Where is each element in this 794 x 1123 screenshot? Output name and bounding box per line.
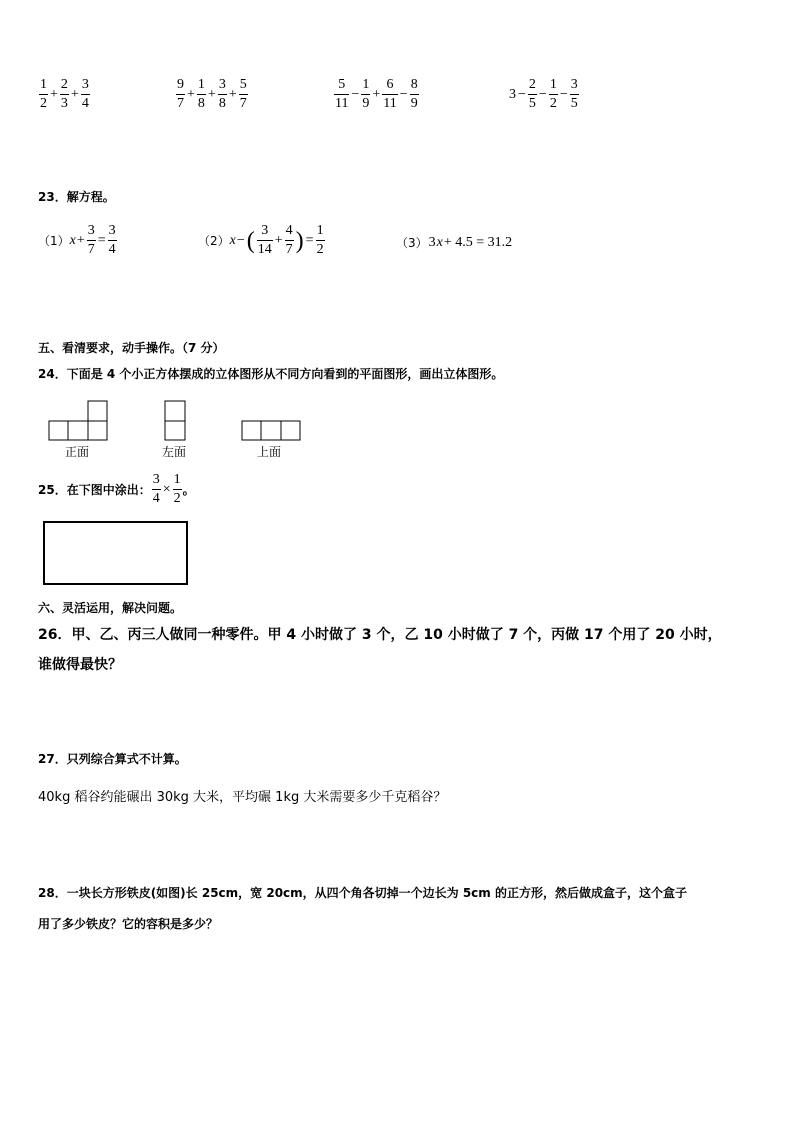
calc-operator: + <box>372 86 381 102</box>
calc-fraction <box>197 78 206 111</box>
fraction-numerator: 1 <box>197 77 205 92</box>
fraction-denominator: 11 <box>383 96 397 111</box>
fraction-numerator: 3 <box>81 77 89 92</box>
fraction-denominator: 2 <box>40 96 47 111</box>
calc-operator: + <box>207 86 216 102</box>
q25-frac-1: $\frac{3}{4}$ <box>152 472 160 506</box>
q25-frac-2: $\frac{1}{2}$ <box>173 472 181 506</box>
calc-operator: + <box>70 86 79 102</box>
calc-operator: − <box>559 86 568 102</box>
top-view-caption: 上面 <box>257 445 282 459</box>
calc-fraction <box>549 78 558 111</box>
fraction-denominator: 4 <box>81 96 89 111</box>
eq1-op: + <box>76 232 85 248</box>
eq1-frac-1: $\frac{3}{7}$ <box>87 223 95 257</box>
calc-fraction <box>570 78 579 111</box>
fraction-denominator: 5 <box>528 96 536 111</box>
q24-title: 24．下面是 4 个小正方体摆成的立体图形从不同方向看到的平面图形，画出立体图形。 <box>38 367 504 381</box>
q23-equation-2 <box>198 224 326 257</box>
fraction-numerator: 8 <box>410 77 418 92</box>
q25-times: × <box>162 481 171 497</box>
calc-fraction <box>410 78 419 111</box>
fraction-numerator: 5 <box>239 77 247 92</box>
fraction-numerator: 1 <box>549 77 557 92</box>
calc-fraction <box>39 78 48 111</box>
eq2-frac-1: $\frac{3}{14}$ <box>257 223 272 257</box>
eq2-lparen: ( <box>246 227 255 254</box>
fraction-denominator: 8 <box>197 96 205 111</box>
calc-operator: − <box>351 86 360 102</box>
calc-expr-1 <box>38 78 91 111</box>
q25-title <box>38 473 195 506</box>
calc-operator: + <box>50 86 58 102</box>
q26-line-2: 谁做得最快？ <box>38 657 122 673</box>
fraction-denominator: 8 <box>218 96 226 111</box>
q25-title-text: 25．在下图中涂出： <box>38 483 151 497</box>
calc-operator: + <box>187 86 195 102</box>
q23-title: 23．解方程。 <box>38 190 115 204</box>
fraction-numerator: 9 <box>177 77 184 92</box>
fraction-numerator: 2 <box>528 77 536 92</box>
eq1-frac-2: $\frac{3}{4}$ <box>108 223 116 257</box>
fraction-numerator: 1 <box>40 77 47 92</box>
calc-operator: + <box>228 86 237 102</box>
fraction-denominator: 7 <box>177 96 184 111</box>
calc-fraction <box>361 78 370 111</box>
fraction-denominator: 3 <box>60 96 68 111</box>
calc-operator: − <box>518 86 526 102</box>
calc-operator: 3 <box>509 86 516 102</box>
calc-fraction <box>176 78 185 111</box>
q25-end: 。 <box>182 483 195 497</box>
calc-expr-4 <box>508 78 580 111</box>
fraction-denominator: 9 <box>410 96 418 111</box>
fraction-denominator: 7 <box>239 96 247 111</box>
eq2-rparen: ) <box>295 227 304 254</box>
q28-line-2: 用了多少铁皮？它的容积是多少？ <box>38 917 219 931</box>
q23-equation-3 <box>396 234 513 251</box>
section-6-heading: 六、灵活运用，解决问题。 <box>38 601 183 615</box>
fraction-numerator: 1 <box>362 77 370 92</box>
eq2-frac-3: $\frac{1}{2}$ <box>316 223 324 257</box>
calc-fraction <box>239 78 248 111</box>
calc-expr-2 <box>175 78 249 111</box>
left-view-figure <box>164 400 188 442</box>
fraction-numerator: 5 <box>338 77 346 92</box>
calc-operator: − <box>399 86 408 102</box>
q25-shading-rectangle[interactable] <box>43 521 188 585</box>
calc-fraction <box>81 78 90 111</box>
calc-operator: − <box>538 86 547 102</box>
calc-fraction <box>382 78 397 111</box>
fraction-numerator: 3 <box>218 77 226 92</box>
q27-title: 27．只列综合算式不计算。 <box>38 752 187 766</box>
section-5-heading: 五、看清要求，动手操作。（7 分） <box>38 341 225 355</box>
eq3-var: x <box>436 234 443 250</box>
fraction-denominator: 2 <box>549 96 557 111</box>
eq2-label: （2） <box>198 234 230 248</box>
fraction-denominator: 5 <box>570 96 578 111</box>
eq1-var: x <box>69 232 76 248</box>
calc-expr-3 <box>333 78 420 111</box>
q23-equation-1 <box>38 224 118 257</box>
q27-body: 40kg 稻谷约能碾出 30kg 大米，平均碾 1kg 大米需要多少千克稻谷？ <box>38 790 447 805</box>
q26-line-1: 26．甲、乙、丙三人做同一种零件。甲 4 小时做了 3 个，乙 10 小时做了 7 个，丙做 17 个用了 20 小时， <box>38 627 722 643</box>
left-view-caption: 左面 <box>162 445 187 459</box>
top-view-figure <box>241 420 303 442</box>
fraction-numerator: 6 <box>386 77 394 92</box>
q28-line-1: 28．一块长方形铁皮(如图)长 25cm，宽 20cm，从四个角各切掉一个边长为 5cm 的正方形，然后做成盒子，这个盒子 <box>38 886 687 900</box>
front-view-caption: 正面 <box>65 445 90 459</box>
eq2-frac-2: $\frac{4}{7}$ <box>285 223 293 257</box>
eq2-equals: = <box>305 232 314 248</box>
fraction-denominator: 11 <box>335 96 349 111</box>
calc-fraction <box>528 78 537 111</box>
eq3-label: （3） <box>396 236 428 250</box>
calc-fraction <box>60 78 69 111</box>
front-view-figure <box>48 400 110 442</box>
calc-fraction <box>218 78 227 111</box>
eq2-op: − <box>236 232 245 248</box>
eq1-equals: = <box>97 232 106 248</box>
eq3-rhs: + 4.5 = 31.2 <box>443 234 513 250</box>
calc-fraction <box>334 78 349 111</box>
eq2-var: x <box>229 232 236 248</box>
eq3-coef: 3 <box>428 234 436 250</box>
fraction-numerator: 2 <box>60 77 68 92</box>
eq1-label: （1） <box>38 234 70 248</box>
fraction-denominator: 9 <box>362 96 370 111</box>
fraction-numerator: 3 <box>570 77 578 92</box>
eq2-op-2: + <box>274 232 283 248</box>
